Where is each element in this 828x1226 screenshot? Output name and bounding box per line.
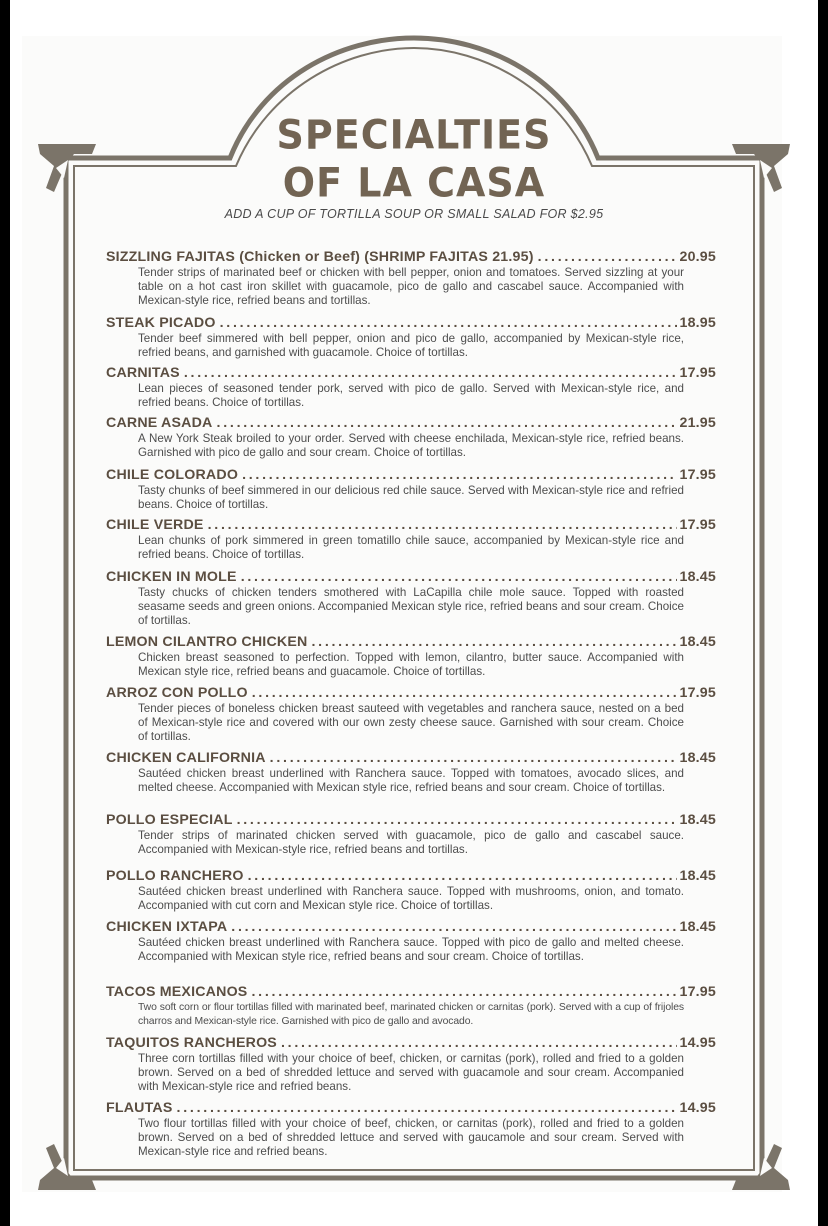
menu-item-name: CHILE VERDE	[106, 517, 204, 533]
menu-item-price: 17.95	[679, 984, 716, 1000]
menu-item-description: Sautéed chicken breast underlined with Ranchera sauce. Topped with mushrooms, onion, and tomato. Accompanied with cut corn and Mexican style rice. Choice of tortillas.	[138, 885, 684, 912]
leader-dots	[538, 249, 678, 265]
menu-item-description: Two soft corn or flour tortillas filled with marinated beef, marinated chicken or carnitas (pork). Served with a cup of frijoles charros and Mexican-style rice. Garnished with pico de gallo and avocado.	[138, 1002, 684, 1027]
menu-item-price: 14.95	[679, 1035, 716, 1051]
menu-item	[106, 685, 716, 743]
leader-dots	[220, 315, 678, 331]
leader-dots	[251, 984, 677, 1000]
menu-item-name: FLAUTAS	[106, 1100, 173, 1116]
menu-item-price: 20.95	[679, 249, 716, 265]
menu-item-price: 17.95	[679, 365, 716, 381]
menu-item	[106, 1100, 716, 1158]
menu-item-price: 18.45	[679, 634, 716, 650]
menu-item	[106, 634, 716, 679]
menu-item	[106, 812, 716, 857]
menu-item-name: LEMON CILANTRO CHICKEN	[106, 634, 308, 650]
menu-item-price: 18.45	[679, 812, 716, 828]
menu-item-price: 18.95	[679, 315, 716, 331]
menu-item-name: CHICKEN IN MOLE	[106, 569, 237, 585]
menu-item-name: CHICKEN CALIFORNIA	[106, 750, 266, 766]
menu-title-line-2: OF LA CASA	[282, 159, 546, 207]
menu-item-description: Sautéed chicken breast underlined with Ranchera sauce. Topped with tomatoes, avocado slices, and melted cheese. Accompanied with Mexican style rice, refried beans and sour cream. Choice of tortillas.	[138, 767, 684, 794]
menu-item-description: Sautéed chicken breast underlined with Ranchera sauce. Topped with pico de gallo and melted cheese. Accompanied with Mexican style rice, refried beans and sour cream. Choice of tortillas.	[138, 936, 684, 963]
leader-dots	[270, 750, 678, 766]
leader-dots	[217, 415, 678, 431]
menu-item-description: Chicken breast seasoned to perfection. Topped with lemon, cilantro, butter sauce. Accompanied with Mexican style rice, refried beans and guacamole. Choice of tortillas.	[138, 651, 684, 678]
menu-item-name: POLLO RANCHERO	[106, 868, 244, 884]
menu-item-name: STEAK PICADO	[106, 315, 216, 331]
menu-item	[106, 315, 716, 360]
menu-item-description: Tasty chunks of beef simmered in our delicious red chile sauce. Served with Mexican-style rice and refried beans. Choice of tortillas.	[138, 484, 684, 511]
menu-item-description: Tender strips of marinated beef or chicken with bell pepper, onion and tomatoes. Served sizzling at your table on a hot cast iron skillet with guacamole, pico de gallo and cascabel sauce. Accompanied with Mexican-style rice, refried beans and tortillas.	[138, 266, 684, 307]
menu-item-name: CHILE COLORADO	[106, 467, 239, 483]
leader-dots	[241, 569, 678, 585]
menu-item-description: A New York Steak broiled to your order. Served with cheese enchilada, Mexican-style rice, refried beans. Garnished with pico de gallo and sour cream. Choice of tortillas.	[138, 432, 684, 459]
menu-item	[106, 569, 716, 627]
menu-item-description: Tender pieces of boneless chicken breast sauteed with vegetables and ranchera sauce, nested on a bed of Mexican-style rice and covered with our own zesty cheese sauce. Garnished with sour cream. Choice of tortillas.	[138, 702, 684, 743]
leader-dots	[177, 1100, 678, 1116]
leader-dots	[237, 812, 678, 828]
leader-dots	[281, 1035, 678, 1051]
menu-item-price: 18.45	[679, 919, 716, 935]
leader-dots	[248, 868, 678, 884]
menu-item-price: 17.95	[679, 467, 716, 483]
menu-item-price: 18.45	[679, 868, 716, 884]
menu-item	[106, 868, 716, 913]
menu-item	[106, 1035, 716, 1093]
menu-item-price: 17.95	[679, 685, 716, 701]
menu-item-price: 18.45	[679, 750, 716, 766]
menu-item	[106, 249, 716, 307]
leader-dots	[242, 467, 677, 483]
menu-item	[106, 750, 716, 795]
menu-item-name: TAQUITOS RANCHEROS	[106, 1035, 277, 1051]
menu-item	[106, 517, 716, 562]
menu-item-description: Lean chunks of pork simmered in green tomatillo chile sauce, accompanied by Mexican-style rice and refried beans. Choice of tortillas.	[138, 534, 684, 561]
menu-item-price: 18.45	[679, 569, 716, 585]
leader-dots	[252, 685, 678, 701]
menu-item-description: Tender strips of marinated chicken served with guacamole, pico de gallo and cascabel sauce. Accompanied with Mexican-style rice, refried beans and tortillas.	[138, 829, 684, 856]
menu-item	[106, 467, 716, 512]
menu-item-name: CARNE ASADA	[106, 415, 213, 431]
menu-item	[106, 365, 716, 410]
menu-item-name: CARNITAS	[106, 365, 180, 381]
leader-dots	[184, 365, 678, 381]
menu-item-name: POLLO ESPECIAL	[106, 812, 233, 828]
menu-title-line-1: SPECIALTIES	[276, 111, 552, 159]
menu-item-description: Two flour tortillas filled with your choice of beef, chicken, or carnitas (pork), rolled and fried to a golden brown. Served on a bed of shredded lettuce and served with gaucamole and sour cream. Served with Mexican-style rice and refried beans.	[138, 1117, 684, 1158]
menu-item-description: Tasty chucks of chicken tenders smothered with LaCapilla chile mole sauce. Topped with roasted seasame seeds and green onions. Accompanied Mexican style rice, refried beans and sour cream. Choice of tortillas.	[138, 586, 684, 627]
leader-dots	[311, 634, 677, 650]
menu-item-description: Tender beef simmered with bell pepper, onion and pico de gallo, accompanied by Mexican-style rice, refried beans, and garnished with guacamole. Choice of tortillas.	[138, 332, 684, 359]
menu-item-description: Lean pieces of seasoned tender pork, served with pico de gallo. Served with Mexican-style rice, and refried beans. Choice of tortillas.	[138, 382, 684, 409]
menu-item-name: TACOS MEXICANOS	[106, 984, 248, 1000]
menu-subtitle: ADD A CUP OF TORTILLA SOUP OR SMALL SALAD FOR $2.95	[224, 207, 604, 221]
menu-item-description: Three corn tortillas filled with your choice of beef, chicken, or carnitas (pork), rolled and fried to a golden brown. Served on a bed of shredded lettuce and served with guacamole and sour cream. Accompanied with Mexican-style rice and refried beans.	[138, 1052, 684, 1093]
leader-dots	[231, 919, 677, 935]
menu-item-name: ARROZ CON POLLO	[106, 685, 248, 701]
menu-item-price: 21.95	[679, 415, 716, 431]
menu-item-price: 14.95	[679, 1100, 716, 1116]
menu-item	[106, 415, 716, 460]
leader-dots	[208, 517, 678, 533]
menu-item-price: 17.95	[679, 517, 716, 533]
menu-item-name: CHICKEN IXTAPA	[106, 919, 228, 935]
menu-item	[106, 984, 716, 1029]
menu-item	[106, 919, 716, 964]
menu-item-name: SIZZLING FAJITAS (Chicken or Beef) (SHRIMP FAJITAS 21.95)	[106, 249, 534, 265]
